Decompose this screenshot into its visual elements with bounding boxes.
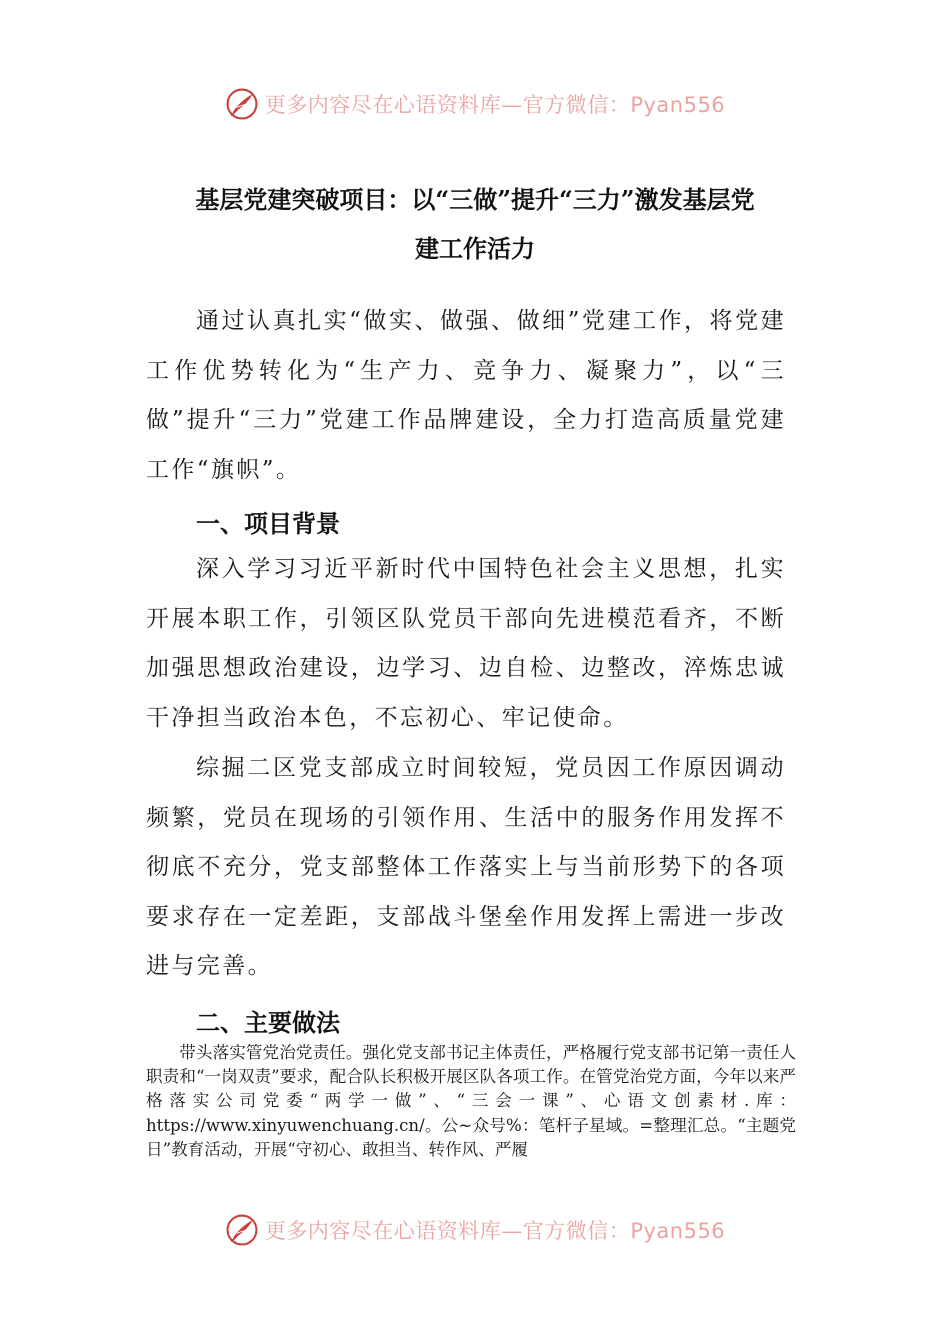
watermark-text: 更多内容尽在心语资料库—官方微信：Pyan556 <box>264 1219 726 1243</box>
quill-logo-icon <box>225 87 259 121</box>
footer-watermark <box>0 1210 950 1250</box>
watermark-wechat-id: Pyan556 <box>630 1219 726 1243</box>
document-title-line-1: 基层党建突破项目：以“三做”提升“三力”激发基层党 <box>195 185 755 214</box>
section-heading-methods: 二、主要做法 <box>196 1008 340 1037</box>
header-watermark <box>0 84 950 124</box>
document-title-line-2: 建工作活力 <box>415 234 535 263</box>
intro-paragraph: 通过认真扎实“做实、做强、做细”党建工作，将党建工作优势转化为“生产力、竞争力、凝聚力”，以“三做”提升“三力”党建工作品牌建设，全力打造高质量党建工作“旗帜”。 <box>146 308 786 483</box>
watermark-wechat-id: Pyan556 <box>630 93 726 117</box>
background-paragraph-1: 深入学习习近平新时代中国特色社会主义思想，扎实开展本职工作，引领区队党员干部向先进模范看齐，不断加强思想政治建设，边学习、边自检、边整改，淬炼忠诚干净担当政治本色，不忘初心、牢记使命。 <box>146 556 786 731</box>
watermark-text: 更多内容尽在心语资料库—官方微信：Pyan556 <box>264 93 726 117</box>
background-paragraph-2: 综掘二区党支部成立时间较短，党员因工作原因调动频繁，党员在现场的引领作用、生活中的服务作用发挥不彻底不充分，党支部整体工作落实上与当前形势下的各项要求存在一定差距，支部战斗堡垒作用发挥上需进一步改进与完善。 <box>146 755 786 980</box>
section-heading-background: 一、项目背景 <box>196 509 340 538</box>
methods-paragraph-1: 带头落实管党治党责任。强化党支部书记主体责任，严格履行党支部书记第一责任人职责和“一岗双责”要求，配合队长积极开展区队各项工作。在管党治党方面，今年以来严格落实公司党委“两学一做”、“三会一课”、心语文创素材.库：https://www.xinyuwenchuang.cn/。公~众号%：笔杆子星域。=整理汇总。“主题党日”教育活动，开展“守初心、敢担当、转作风、严履 <box>146 1043 796 1159</box>
quill-logo-icon <box>225 1213 259 1247</box>
